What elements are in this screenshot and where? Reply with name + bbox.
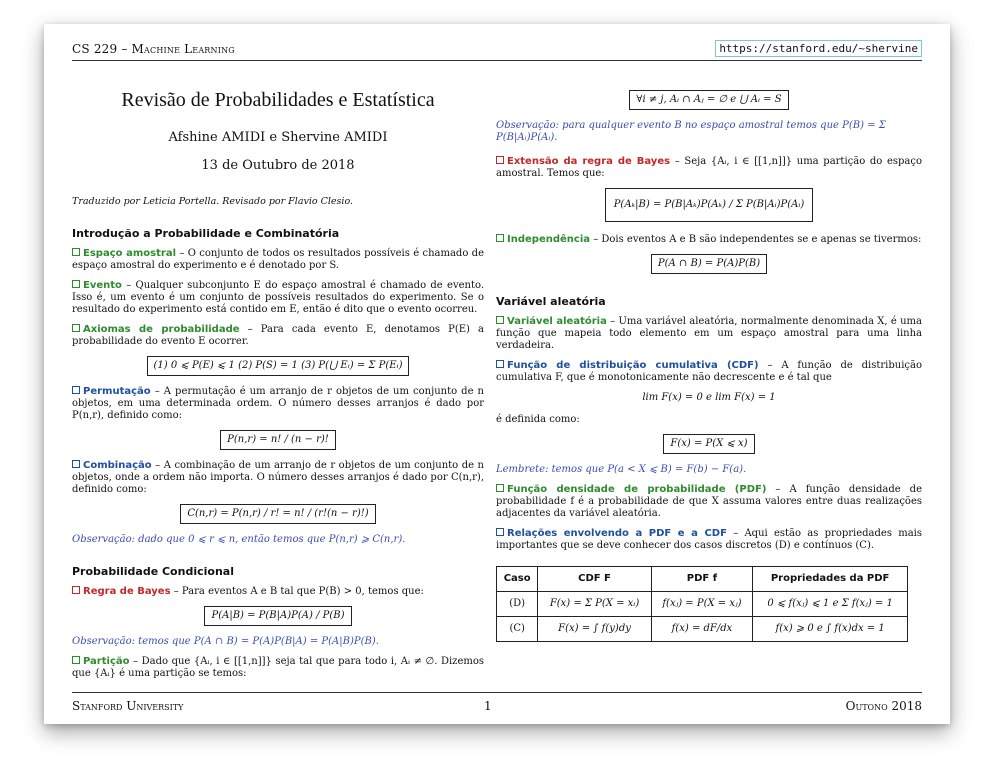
table-header-cell: Propriedades da PDF — [753, 567, 908, 592]
formula-bayes-box: P(A|B) = P(B|A)P(A) / P(B) — [204, 606, 351, 626]
formula-particao — [496, 90, 922, 110]
formula-axiomas — [72, 356, 484, 376]
table-cell: (D) — [497, 592, 538, 617]
paragraph-variavel — [496, 316, 922, 352]
term-axiomas: Axiomas de probabilidade — [83, 324, 240, 335]
paragraph-independencia — [496, 234, 922, 246]
bullet-icon — [496, 528, 504, 536]
bullet-icon — [72, 280, 80, 288]
text-variavel: – Uma variável aleatória, normalmente denominada X, é uma função que mapeia todo elemento em um espaço amostral para uma linha verdadeira. — [496, 316, 922, 351]
table-cell: 0 ⩽ f(xⱼ) ⩽ 1 e Σ f(xⱼ) = 1 — [753, 592, 908, 617]
text-espaco: – O conjunto de todos os resultados possíveis é chamado de espaço amostral do experimento e é denotado por S. — [72, 248, 484, 271]
term-combinacao: Combinação — [83, 460, 152, 471]
term-particao: Partição — [83, 656, 130, 667]
note-particao: Observação: para qualquer evento B no espaço amostral temos que P(B) = Σ P(B|Aᵢ)P(Aᵢ). — [496, 120, 886, 143]
header-course: CS 229 – Machine Learning — [72, 42, 235, 56]
text-bayes: – Para eventos A e B tal que P(B) > 0, temos que: — [170, 586, 424, 597]
paragraph-cdf — [496, 360, 922, 384]
table-header-cell: CDF F — [538, 567, 651, 592]
text-combinacao: – A combinação de um arranjo de r objetos de um conjunto de n objetos, onde a ordem não importa. O número desses arranjos é dado por C(n,r), definido como: — [72, 460, 484, 495]
text-axiomas: – Para cada evento E, denotamos P(E) a probabilidade do evento E ocorrer. — [72, 324, 484, 347]
formula-combinacao — [72, 504, 484, 524]
formula-independencia-box: P(A ∩ B) = P(A)P(B) — [651, 254, 767, 274]
paragraph-particao — [72, 656, 484, 680]
translation-credit: Traduzido por Leticia Portella. Revisado por Flavio Clesio. — [72, 196, 354, 207]
text-pdf: – A função densidade de probabilidade f é a probabilidade de que X assuma valores entre duas realizações adjacentes da variável aleatória. — [496, 484, 922, 519]
formula-permutacao-box: P(n,r) = n! / (n − r)! — [220, 430, 336, 450]
section-heading-condicional: Probabilidade Condicional — [72, 565, 234, 578]
term-pdf: Função densidade de probabilidade (PDF) — [507, 484, 767, 495]
paragraph-evento — [72, 280, 484, 316]
term-relacoes: Relações envolvendo a PDF e a CDF — [507, 528, 727, 539]
bullet-icon — [72, 248, 80, 256]
table-row — [497, 592, 908, 617]
formula-combinacao-box: C(n,r) = P(n,r) / r! = n! / (r!(n − r)!) — [180, 504, 375, 524]
text-cdf: – A função de distribuição cumulativa F, que é monotonicamente não decrescente e é tal que — [496, 360, 923, 383]
footer-rule — [72, 692, 922, 693]
document-page — [44, 24, 950, 724]
formula-permutacao — [72, 430, 484, 450]
header-url-link[interactable]: https://stanford.edu/~shervine — [715, 40, 922, 57]
text-independencia: – Dois eventos A e B são independentes se e apenas se tivermos: — [590, 234, 922, 245]
table-cell: (C) — [497, 617, 538, 642]
header-rule — [72, 60, 922, 61]
bullet-icon — [72, 460, 80, 468]
term-extensao: Extensão da regra de Bayes — [507, 156, 671, 167]
paragraph-bayes — [72, 586, 484, 598]
formula-cdf-limits: lim F(x) = 0 e lim F(x) = 1 — [642, 392, 776, 403]
bullet-icon — [72, 656, 80, 664]
text-particao: – Dado que {Aᵢ, i ∈ [[1,n]]} seja tal que para todo i, Aᵢ ≠ ∅. Dizemos que {Aᵢ} é uma partição se temos: — [72, 656, 484, 679]
paragraph-combinacao — [72, 460, 484, 496]
term-evento: Evento — [83, 280, 122, 291]
term-bayes: Regra de Bayes — [83, 586, 171, 597]
term-permutacao: Permutação — [83, 386, 151, 397]
note-bayes: Observação: temos que P(A ∩ B) = P(A)P(B|A) = P(A|B)P(B). — [72, 636, 379, 647]
formula-cdf-box: F(x) = P(X ⩽ x) — [663, 434, 754, 454]
paragraph-espaco-amostral — [72, 248, 484, 272]
text-relacoes: – Aqui estão as propriedades mais importantes que se deve conhecer dos casos discretos (D) e contínuos (C). — [496, 528, 922, 551]
text-permutacao: – A permutação é um arranjo de r objetos de um conjunto de n objetos, em uma determinada ordem. O número desses arranjos é dado por P(n,r), definido como: — [72, 386, 484, 421]
footer-term: Outono 2018 — [845, 699, 922, 713]
bullet-icon — [496, 156, 504, 164]
right-column — [496, 68, 922, 642]
table-cell: f(x) = dF/dx — [651, 617, 753, 642]
paragraph-extensao-bayes — [496, 156, 922, 180]
formula-particao-box: ∀i ≠ j, Aᵢ ∩ Aⱼ = ∅ e ⋃ Aᵢ = S — [629, 90, 788, 110]
term-espaco: Espaço amostral — [83, 248, 177, 259]
formula-axiomas-box: (1) 0 ⩽ P(E) ⩽ 1 (2) P(S) = 1 (3) P(⋃ Eᵢ) = Σ P(Eᵢ) — [147, 356, 410, 376]
note-combinacao: Observação: dado que 0 ⩽ r ⩽ n, então temos que P(n,r) ⩾ C(n,r). — [72, 534, 406, 545]
formula-extensao — [496, 188, 922, 222]
table-header-cell: Caso — [497, 567, 538, 592]
bullet-icon — [496, 316, 504, 324]
text-extensao: – Seja {Aᵢ, i ∈ [[1,n]]} uma partição do espaço amostral. Temos que: — [496, 156, 922, 179]
bullet-icon — [72, 386, 80, 394]
paragraph-cdf-definition: é definida como: — [496, 414, 580, 425]
bullet-icon — [496, 360, 504, 368]
term-variavel: Variável aleatória — [507, 316, 607, 327]
table-cell: f(xⱼ) = P(X = xⱼ) — [651, 592, 753, 617]
authors: Afshine AMIDI e Shervine AMIDI — [168, 130, 388, 145]
table-cell: F(x) = Σ P(X = xᵢ) — [538, 592, 651, 617]
section-heading-variavel: Variável aleatória — [496, 295, 606, 308]
left-column — [72, 68, 484, 688]
term-independencia: Independência — [507, 234, 591, 245]
bullet-icon — [72, 586, 80, 594]
formula-cdf — [496, 434, 922, 454]
date: 13 de Outubro de 2018 — [201, 158, 355, 173]
footer-page-number: 1 — [484, 699, 492, 713]
paragraph-relacoes — [496, 528, 922, 552]
formula-independencia — [496, 254, 922, 274]
paragraph-permutacao — [72, 386, 484, 422]
formula-bayes — [72, 606, 484, 626]
table-header-cell: PDF f — [651, 567, 753, 592]
table-cell: f(x) ⩾ 0 e ∫ f(x)dx = 1 — [753, 617, 908, 642]
pdf-cdf-table — [496, 566, 908, 642]
paragraph-axiomas — [72, 324, 484, 348]
bullet-icon — [496, 484, 504, 492]
table-row — [497, 617, 908, 642]
paragraph-pdf — [496, 484, 922, 520]
footer-university: Stanford University — [72, 699, 184, 713]
table-header-row — [497, 567, 908, 592]
note-cdf: Lembrete: temos que P(a < X ⩽ B) = F(b) − F(a). — [496, 464, 747, 475]
text-evento: – Qualquer subconjunto E do espaço amostral é chamado de evento. Isso é, um evento é um conjunto de possíveis resultados do experimento. Se o resultado do experimento está contido em E, então é dito que o evento ocorreu. — [72, 280, 484, 315]
table-cell: F(x) = ∫ f(y)dy — [538, 617, 651, 642]
section-heading-intro: Introdução a Probabilidade e Combinatória — [72, 227, 340, 240]
bullet-icon — [496, 234, 504, 242]
term-cdf: Função de distribuição cumulativa (CDF) — [507, 360, 759, 371]
document-title: Revisão de Probabilidades e Estatística — [121, 89, 435, 111]
formula-extensao-box: P(Aₖ|B) = P(B|Aₖ)P(Aₖ) / Σ P(B|Aᵢ)P(Aᵢ) — [605, 188, 814, 222]
bullet-icon — [72, 324, 80, 332]
